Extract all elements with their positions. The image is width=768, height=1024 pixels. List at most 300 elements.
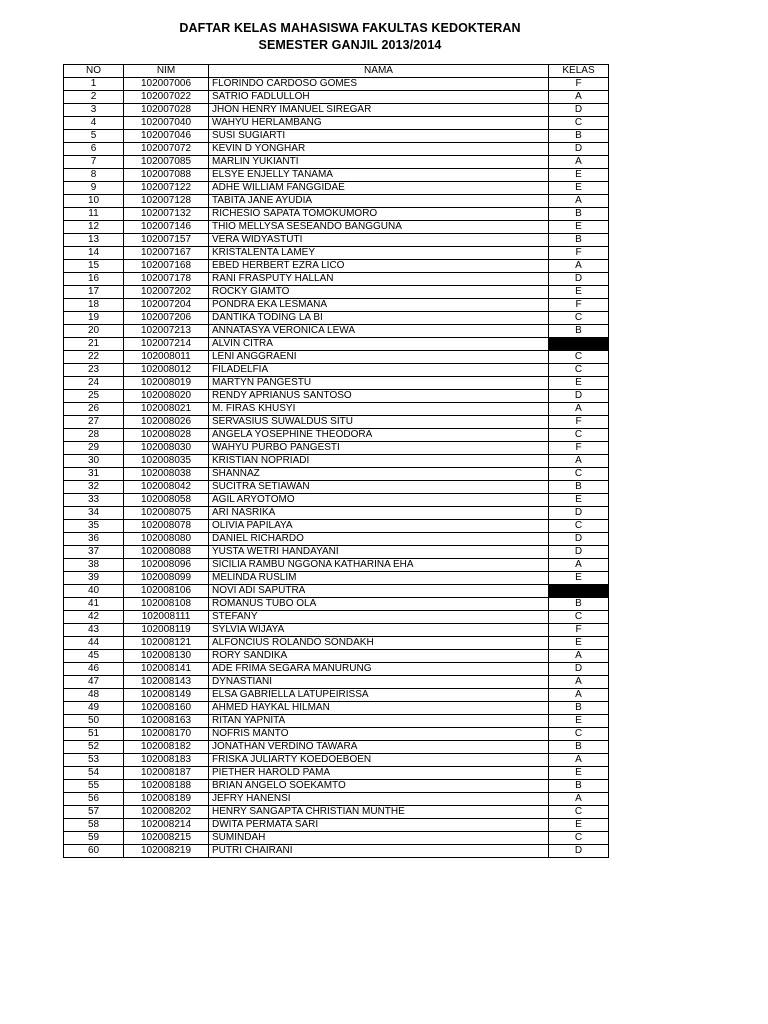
cell-nama: WAHYU PURBO PANGESTI <box>209 442 549 455</box>
cell-nama: ADE FRIMA SEGARA MANURUNG <box>209 663 549 676</box>
cell-nama: FILADELFIA <box>209 364 549 377</box>
cell-nim: 102007204 <box>124 299 209 312</box>
cell-nama: RANI FRASPUTY HALLAN <box>209 273 549 286</box>
cell-nama: ADHE WILLIAM FANGGIDAE <box>209 182 549 195</box>
cell-no: 41 <box>64 598 124 611</box>
table-row <box>64 481 609 494</box>
table-row <box>64 845 609 858</box>
cell-nim: 102008058 <box>124 494 209 507</box>
cell-kelas: C <box>549 832 609 845</box>
cell-nama: ELSYE ENJELLY TANAMA <box>209 169 549 182</box>
cell-nama: SYLVIA WIJAYA <box>209 624 549 637</box>
cell-nim: 102008149 <box>124 689 209 702</box>
cell-kelas: E <box>549 221 609 234</box>
cell-no: 52 <box>64 741 124 754</box>
cell-nim: 102008075 <box>124 507 209 520</box>
cell-nama: FLORINDO CARDOSO GOMES <box>209 78 549 91</box>
cell-nama: ALVIN CITRA <box>209 338 549 351</box>
cell-nama: TABITA JANE AYUDIA <box>209 195 549 208</box>
cell-nim: 102008021 <box>124 403 209 416</box>
table-row <box>64 338 609 351</box>
cell-kelas: E <box>549 637 609 650</box>
cell-nim: 102008141 <box>124 663 209 676</box>
cell-nim: 102008111 <box>124 611 209 624</box>
table-row <box>64 689 609 702</box>
cell-nama: SUMINDAH <box>209 832 549 845</box>
cell-no: 48 <box>64 689 124 702</box>
table-row <box>64 832 609 845</box>
cell-nim: 102008019 <box>124 377 209 390</box>
cell-kelas: B <box>549 741 609 754</box>
cell-kelas: D <box>549 507 609 520</box>
cell-no: 39 <box>64 572 124 585</box>
table-row <box>64 416 609 429</box>
cell-kelas: E <box>549 182 609 195</box>
header-kelas: KELAS <box>549 65 609 78</box>
cell-no: 6 <box>64 143 124 156</box>
cell-nama: MARTYN PANGESTU <box>209 377 549 390</box>
table-row <box>64 455 609 468</box>
table-row <box>64 208 609 221</box>
cell-nama: DWITA PERMATA SARI <box>209 819 549 832</box>
cell-no: 20 <box>64 325 124 338</box>
table-row <box>64 195 609 208</box>
cell-no: 47 <box>64 676 124 689</box>
cell-no: 45 <box>64 650 124 663</box>
cell-nama: ANNATASYA VERONICA LEWA <box>209 325 549 338</box>
cell-kelas: B <box>549 208 609 221</box>
cell-no: 55 <box>64 780 124 793</box>
cell-no: 54 <box>64 767 124 780</box>
cell-kelas: D <box>549 390 609 403</box>
table-row <box>64 637 609 650</box>
cell-no: 8 <box>64 169 124 182</box>
table-row <box>64 520 609 533</box>
cell-no: 36 <box>64 533 124 546</box>
cell-nim: 102008121 <box>124 637 209 650</box>
cell-no: 57 <box>64 806 124 819</box>
cell-nim: 102007085 <box>124 156 209 169</box>
cell-kelas-blank <box>549 338 609 351</box>
table-row <box>64 169 609 182</box>
cell-no: 28 <box>64 429 124 442</box>
cell-no: 32 <box>64 481 124 494</box>
cell-no: 27 <box>64 416 124 429</box>
cell-nim: 102008119 <box>124 624 209 637</box>
table-row <box>64 819 609 832</box>
cell-kelas: D <box>549 143 609 156</box>
cell-kelas: A <box>549 559 609 572</box>
table-row <box>64 260 609 273</box>
cell-kelas: E <box>549 819 609 832</box>
table-row <box>64 351 609 364</box>
table-body <box>64 78 609 858</box>
cell-nama: ARI NASRIKA <box>209 507 549 520</box>
cell-nim: 102007128 <box>124 195 209 208</box>
cell-nim: 102008202 <box>124 806 209 819</box>
cell-nim: 102008170 <box>124 728 209 741</box>
cell-nama: KRISTIAN NOPRIADI <box>209 455 549 468</box>
cell-kelas: A <box>549 650 609 663</box>
cell-nim: 102008038 <box>124 468 209 481</box>
cell-nama: MELINDA RUSLIM <box>209 572 549 585</box>
table-row <box>64 468 609 481</box>
table-row <box>64 793 609 806</box>
cell-nama: DYNASTIANI <box>209 676 549 689</box>
cell-kelas: A <box>549 689 609 702</box>
cell-kelas: E <box>549 715 609 728</box>
cell-kelas: D <box>549 845 609 858</box>
cell-nama: AGIL ARYOTOMO <box>209 494 549 507</box>
cell-nim: 102008078 <box>124 520 209 533</box>
cell-kelas: A <box>549 260 609 273</box>
cell-nama: JHON HENRY IMANUEL SIREGAR <box>209 104 549 117</box>
cell-nama: LENI ANGGRAENI <box>209 351 549 364</box>
cell-nama: HENRY SANGAPTA CHRISTIAN MUNTHE <box>209 806 549 819</box>
cell-no: 35 <box>64 520 124 533</box>
cell-nim: 102008080 <box>124 533 209 546</box>
cell-no: 18 <box>64 299 124 312</box>
cell-nama: PUTRI CHAIRANI <box>209 845 549 858</box>
table-row <box>64 572 609 585</box>
table-row <box>64 234 609 247</box>
cell-nama: PIETHER HAROLD PAMA <box>209 767 549 780</box>
cell-nim: 102007146 <box>124 221 209 234</box>
cell-no: 3 <box>64 104 124 117</box>
cell-nama: YUSTA WETRI HANDAYANI <box>209 546 549 559</box>
title-line-1: DAFTAR KELAS MAHASISWA FAKULTAS KEDOKTERAN <box>179 21 521 35</box>
cell-kelas: B <box>549 325 609 338</box>
table-header-row <box>64 65 609 78</box>
cell-kelas: F <box>549 78 609 91</box>
cell-nim: 102008035 <box>124 455 209 468</box>
cell-kelas: C <box>549 806 609 819</box>
cell-nim: 102007132 <box>124 208 209 221</box>
cell-kelas: D <box>549 533 609 546</box>
cell-nim: 102008106 <box>124 585 209 598</box>
cell-nim: 102007213 <box>124 325 209 338</box>
cell-nim: 102007022 <box>124 91 209 104</box>
cell-no: 46 <box>64 663 124 676</box>
table-row <box>64 143 609 156</box>
cell-kelas: B <box>549 234 609 247</box>
cell-kelas: A <box>549 156 609 169</box>
cell-no: 59 <box>64 832 124 845</box>
cell-nim: 102008182 <box>124 741 209 754</box>
cell-nama: NOVI ADI SAPUTRA <box>209 585 549 598</box>
table-row <box>64 325 609 338</box>
cell-nim: 102008215 <box>124 832 209 845</box>
cell-kelas: C <box>549 351 609 364</box>
cell-kelas: C <box>549 312 609 325</box>
cell-nama: BRIAN ANGELO SOEKAMTO <box>209 780 549 793</box>
cell-no: 38 <box>64 559 124 572</box>
cell-no: 42 <box>64 611 124 624</box>
cell-nim: 102008187 <box>124 767 209 780</box>
cell-kelas: D <box>549 546 609 559</box>
cell-nim: 102008130 <box>124 650 209 663</box>
cell-kelas: C <box>549 611 609 624</box>
cell-nama: MARLIN YUKIANTI <box>209 156 549 169</box>
cell-nama: PONDRA EKA LESMANA <box>209 299 549 312</box>
cell-kelas: B <box>549 702 609 715</box>
cell-nim: 102007006 <box>124 78 209 91</box>
cell-kelas: A <box>549 403 609 416</box>
document-title <box>0 20 700 54</box>
cell-nim: 102008026 <box>124 416 209 429</box>
cell-nama: ROCKY GIAMTO <box>209 286 549 299</box>
table-row <box>64 247 609 260</box>
cell-no: 26 <box>64 403 124 416</box>
cell-kelas: A <box>549 793 609 806</box>
cell-nama: JONATHAN VERDINO TAWARA <box>209 741 549 754</box>
cell-no: 40 <box>64 585 124 598</box>
cell-nama: DANTIKA TODING LA BI <box>209 312 549 325</box>
cell-kelas: C <box>549 364 609 377</box>
cell-kelas: C <box>549 728 609 741</box>
cell-nim: 102007178 <box>124 273 209 286</box>
table-row <box>64 299 609 312</box>
cell-no: 19 <box>64 312 124 325</box>
cell-nim: 102007168 <box>124 260 209 273</box>
table-row <box>64 286 609 299</box>
cell-kelas: A <box>549 676 609 689</box>
cell-nim: 102007040 <box>124 117 209 130</box>
table-row <box>64 624 609 637</box>
cell-nim: 102008011 <box>124 351 209 364</box>
cell-kelas: F <box>549 247 609 260</box>
table-row <box>64 78 609 91</box>
cell-nim: 102007088 <box>124 169 209 182</box>
cell-no: 29 <box>64 442 124 455</box>
cell-nim: 102008042 <box>124 481 209 494</box>
table-row <box>64 598 609 611</box>
cell-kelas: B <box>549 130 609 143</box>
cell-no: 49 <box>64 702 124 715</box>
cell-kelas: F <box>549 624 609 637</box>
cell-no: 58 <box>64 819 124 832</box>
table-row <box>64 117 609 130</box>
cell-nama: SERVASIUS SUWALDUS SITU <box>209 416 549 429</box>
cell-no: 44 <box>64 637 124 650</box>
cell-nim: 102008160 <box>124 702 209 715</box>
table-row <box>64 403 609 416</box>
table-row <box>64 312 609 325</box>
header-nim: NIM <box>124 65 209 78</box>
table-row <box>64 533 609 546</box>
cell-kelas: B <box>549 780 609 793</box>
cell-no: 17 <box>64 286 124 299</box>
cell-nim: 102008189 <box>124 793 209 806</box>
cell-nama: SICILIA RAMBU NGGONA KATHARINA EHA <box>209 559 549 572</box>
cell-nim: 102007206 <box>124 312 209 325</box>
cell-kelas: E <box>549 286 609 299</box>
cell-no: 30 <box>64 455 124 468</box>
cell-nama: ROMANUS TUBO OLA <box>209 598 549 611</box>
table-row <box>64 507 609 520</box>
cell-no: 43 <box>64 624 124 637</box>
cell-kelas: D <box>549 663 609 676</box>
cell-no: 22 <box>64 351 124 364</box>
cell-no: 31 <box>64 468 124 481</box>
table-row <box>64 754 609 767</box>
cell-no: 7 <box>64 156 124 169</box>
cell-nim: 102008214 <box>124 819 209 832</box>
cell-no: 56 <box>64 793 124 806</box>
cell-nim: 102008143 <box>124 676 209 689</box>
table-row <box>64 221 609 234</box>
cell-nim: 102008108 <box>124 598 209 611</box>
cell-kelas: D <box>549 104 609 117</box>
student-class-table <box>63 64 609 858</box>
cell-nim: 102008163 <box>124 715 209 728</box>
cell-nama: EBED HERBERT EZRA LICO <box>209 260 549 273</box>
cell-nama: DANIEL RICHARDO <box>209 533 549 546</box>
cell-nim: 102008020 <box>124 390 209 403</box>
table-row <box>64 702 609 715</box>
cell-kelas: C <box>549 117 609 130</box>
cell-nama: ELSA GABRIELLA LATUPEIRISSA <box>209 689 549 702</box>
cell-no: 21 <box>64 338 124 351</box>
cell-nim: 102008088 <box>124 546 209 559</box>
cell-nama: SHANNAZ <box>209 468 549 481</box>
cell-nama: FRISKA JULIARTY KOEDOEBOEN <box>209 754 549 767</box>
cell-no: 25 <box>64 390 124 403</box>
cell-no: 33 <box>64 494 124 507</box>
cell-kelas: F <box>549 299 609 312</box>
cell-kelas: E <box>549 494 609 507</box>
cell-nama: AHMED HAYKAL HILMAN <box>209 702 549 715</box>
cell-no: 53 <box>64 754 124 767</box>
cell-nama: RICHESIO SAPATA TOMOKUMORO <box>209 208 549 221</box>
cell-nim: 102007028 <box>124 104 209 117</box>
cell-kelas: D <box>549 273 609 286</box>
cell-nim: 102007202 <box>124 286 209 299</box>
cell-nim: 102007214 <box>124 338 209 351</box>
cell-no: 14 <box>64 247 124 260</box>
cell-nama: RITAN YAPNITA <box>209 715 549 728</box>
cell-no: 15 <box>64 260 124 273</box>
cell-kelas: E <box>549 377 609 390</box>
cell-nama: THIO MELLYSA SESEANDO BANGGUNA <box>209 221 549 234</box>
cell-kelas: C <box>549 429 609 442</box>
cell-nama: SATRIO FADLULLOH <box>209 91 549 104</box>
cell-nim: 102007122 <box>124 182 209 195</box>
cell-kelas: E <box>549 572 609 585</box>
cell-no: 2 <box>64 91 124 104</box>
cell-kelas: E <box>549 767 609 780</box>
cell-nama: JEFRY HANENSI <box>209 793 549 806</box>
table-row <box>64 728 609 741</box>
cell-nama: ANGELA YOSEPHINE THEODORA <box>209 429 549 442</box>
table-row <box>64 806 609 819</box>
cell-nim: 102008219 <box>124 845 209 858</box>
cell-nim: 102008096 <box>124 559 209 572</box>
table-row <box>64 559 609 572</box>
header-nama: NAMA <box>209 65 549 78</box>
table-row <box>64 650 609 663</box>
cell-nim: 102008188 <box>124 780 209 793</box>
cell-nama: RORY SANDIKA <box>209 650 549 663</box>
title-line-2: SEMESTER GANJIL 2013/2014 <box>258 38 442 52</box>
cell-nama: VERA WIDYASTUTI <box>209 234 549 247</box>
cell-kelas: A <box>549 91 609 104</box>
cell-nim: 102008012 <box>124 364 209 377</box>
cell-kelas: E <box>549 169 609 182</box>
cell-no: 4 <box>64 117 124 130</box>
table-row <box>64 104 609 117</box>
table-row <box>64 364 609 377</box>
cell-no: 60 <box>64 845 124 858</box>
table-row <box>64 780 609 793</box>
cell-no: 24 <box>64 377 124 390</box>
table-row <box>64 715 609 728</box>
cell-nim: 102007167 <box>124 247 209 260</box>
table-row <box>64 741 609 754</box>
cell-no: 16 <box>64 273 124 286</box>
cell-nama: ALFONCIUS ROLANDO SONDAKH <box>209 637 549 650</box>
cell-nim: 102007072 <box>124 143 209 156</box>
cell-no: 23 <box>64 364 124 377</box>
cell-nama: SUCITRA SETIAWAN <box>209 481 549 494</box>
table-row <box>64 585 609 598</box>
cell-nim: 102008028 <box>124 429 209 442</box>
cell-kelas: C <box>549 520 609 533</box>
table-row <box>64 663 609 676</box>
table-row <box>64 442 609 455</box>
header-no: NO <box>64 65 124 78</box>
cell-nama: SUSI SUGIARTI <box>209 130 549 143</box>
cell-no: 37 <box>64 546 124 559</box>
cell-no: 10 <box>64 195 124 208</box>
table-row <box>64 91 609 104</box>
cell-kelas: A <box>549 754 609 767</box>
table-row <box>64 767 609 780</box>
cell-kelas-blank <box>549 585 609 598</box>
cell-no: 9 <box>64 182 124 195</box>
cell-kelas: F <box>549 442 609 455</box>
table-row <box>64 546 609 559</box>
table-row <box>64 494 609 507</box>
cell-no: 5 <box>64 130 124 143</box>
cell-nim: 102007046 <box>124 130 209 143</box>
cell-no: 12 <box>64 221 124 234</box>
table-row <box>64 676 609 689</box>
cell-kelas: A <box>549 455 609 468</box>
cell-nama: KRISTALENTA LAMEY <box>209 247 549 260</box>
cell-kelas: B <box>549 481 609 494</box>
cell-nim: 102008099 <box>124 572 209 585</box>
cell-no: 50 <box>64 715 124 728</box>
cell-no: 51 <box>64 728 124 741</box>
cell-nim: 102008030 <box>124 442 209 455</box>
cell-nim: 102007157 <box>124 234 209 247</box>
cell-nama: RENDY APRIANUS SANTOSO <box>209 390 549 403</box>
table-row <box>64 156 609 169</box>
table-row <box>64 377 609 390</box>
table-row <box>64 130 609 143</box>
cell-no: 11 <box>64 208 124 221</box>
cell-kelas: A <box>549 195 609 208</box>
cell-kelas: B <box>549 598 609 611</box>
table-row <box>64 273 609 286</box>
cell-nama: WAHYU HERLAMBANG <box>209 117 549 130</box>
table-row <box>64 611 609 624</box>
cell-nama: STEFANY <box>209 611 549 624</box>
cell-nim: 102008183 <box>124 754 209 767</box>
cell-nama: OLIVIA PAPILAYA <box>209 520 549 533</box>
cell-no: 34 <box>64 507 124 520</box>
